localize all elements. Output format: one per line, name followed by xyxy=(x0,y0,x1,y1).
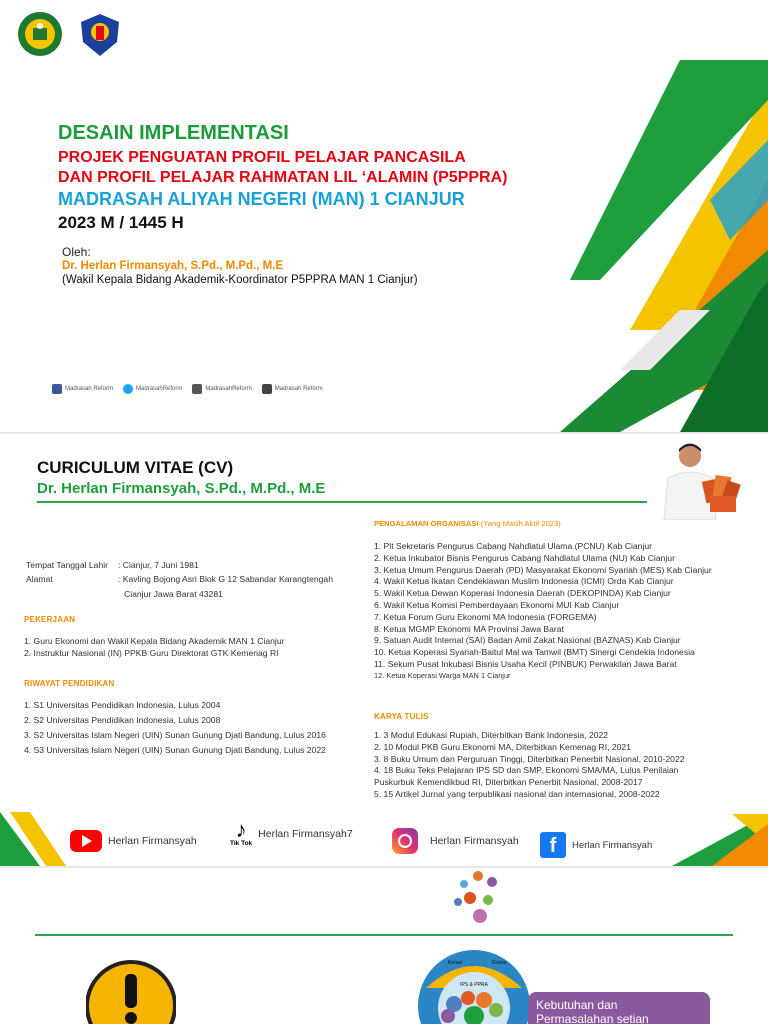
profile-photo xyxy=(650,438,750,520)
organisasi-note: (Yang Masih Aktif 2023) xyxy=(480,519,561,528)
title-line-2: DAN PROFIL PELAJAR RAHMATAN LIL ‘ALAMIN (P5PPRA) xyxy=(58,169,508,186)
social-instagram[interactable] xyxy=(192,384,251,394)
karya-heading: KARYA TULIS xyxy=(374,712,429,721)
decorative-right xyxy=(672,814,768,866)
instagram-icon xyxy=(392,828,418,854)
title-line-1: PROJEK PENGUATAN PROFIL PELAJAR PANCASILA xyxy=(58,149,466,166)
needs-text-2: Permasalahan setian xyxy=(536,1012,649,1024)
man-logo xyxy=(77,12,121,56)
social-twitter[interactable] xyxy=(123,384,182,394)
list-item: 9. Satuan Audit Internal (SAI) Badan Amil Zakat Nasional (BAZNAS) Kab Cianjur xyxy=(374,635,681,646)
social-youtube[interactable] xyxy=(262,384,323,394)
alamat-value-2: Cianjur Jawa Barat 43281 xyxy=(124,589,223,599)
social-label: Madrasah Reform xyxy=(274,386,323,392)
list-item: 4. Wakil Ketua Ikatan Cendekiawan Muslim Indonesia (ICMI) Orda Kab Cianjur xyxy=(374,576,674,587)
author-role: (Wakil Kepala Bidang Akademik-Koordinator P5PPRA MAN 1 Cianjur) xyxy=(62,274,418,286)
list-item: 11. Sekum Pusat Inkubasi Bisnis Usaha Kecil (PINBUK) Perwakilan Jawa Barat xyxy=(374,658,677,669)
slide-needs xyxy=(0,868,768,1024)
list-item: 3. 8 Buku Umum dan Perguruan Tinggi, Diterbitkan Penerbit Nasional, 2010-2022 xyxy=(374,753,685,764)
twitter-icon xyxy=(123,384,133,394)
tiktok-icon: ♪ Tik Tok xyxy=(230,817,253,847)
list-item: 3. Ketua Umum Pengurus Daerah (PD) Masyarakat Ekonomi Syariah (MES) Kab Cianjur xyxy=(374,564,712,575)
youtube-icon xyxy=(70,830,102,852)
social-label: MadrasahReform xyxy=(205,386,252,392)
organisasi-list xyxy=(374,541,712,683)
organisasi-header xyxy=(374,519,561,528)
list-item: 1. Guru Ekonomi dan Wakil Kepala Bidang Akademik MAN 1 Cianjur xyxy=(24,636,285,646)
social-youtube[interactable] xyxy=(70,830,197,852)
social-links xyxy=(52,384,323,394)
list-item: 10. Ketua Koperasi Syariah-Baitul Mal wa Tamwil (BMT) Sinergi Cendekia Indonesia xyxy=(374,647,695,658)
social-label: MadrasahReform xyxy=(136,386,183,392)
list-item: 2. 10 Modul PKB Guru Ekonomi MA, Diterbitkan Kemenag RI, 2021 xyxy=(374,741,631,752)
instagram-label: Herlan Firmansyah xyxy=(430,835,519,847)
list-item: 4. S3 Universitas Islam Negeri (UIN) Sunan Gunung Djati Bandung, Lulus 2022 xyxy=(24,745,326,755)
alamat-value: : Kavling Bojong Asri Blok G 12 Sabandar Karangtengah xyxy=(118,574,333,584)
school-name: MADRASAH ALIYAH NEGERI (MAN) 1 CIANJUR xyxy=(58,189,465,209)
list-item: 8. Ketua MGMP Ekonomi MA Provinsi Jawa Barat xyxy=(374,623,564,634)
organisasi-heading: PENGALAMAN ORGANISASI xyxy=(374,519,479,528)
by-label: Oleh: xyxy=(62,245,91,259)
list-item: 1. 3 Modul Edukasi Rupiah, Diterbitkan Bank Indonesia, 2022 xyxy=(374,730,609,740)
facebook-icon: f xyxy=(540,832,566,858)
list-item: 6. Wakil Ketua Komisi Pemberdayaan Ekonomi MUI Kab Cianjur xyxy=(374,599,620,610)
pendidikan-list xyxy=(24,700,326,760)
instagram-icon xyxy=(192,384,202,394)
year: 2023 M / 1445 H xyxy=(58,213,184,232)
decorative-geometry xyxy=(560,60,768,432)
list-item: 2. Instruktur Nasional (IN) PPKB Guru Direktorat GTK Kemenag RI xyxy=(24,647,279,658)
author-name: Dr. Herlan Firmansyah, S.Pd., M.Pd., M.E xyxy=(62,260,284,272)
tiktok-label: Herlan Firmansyah7 xyxy=(258,827,353,840)
list-item: 12. Ketua Koperasi Warga MAN 1 Cianjur xyxy=(374,670,511,680)
list-item: 2. Ketua Inkubator Bisnis Pengurus Cabang Nahdlatul Ulama (NU) Kab Cianjur xyxy=(374,552,675,563)
social-facebook[interactable] xyxy=(540,832,652,858)
cv-title: CURICULUM VITAE (CV) xyxy=(37,458,234,477)
slide-cover xyxy=(0,0,768,432)
tiktok-caption: Tik Tok xyxy=(230,840,253,847)
pekerjaan-list xyxy=(24,636,285,660)
list-item: 3. S2 Universitas Islam Negeri (UIN) Sunan Gunung Djati Bandung, Lulus 2016 xyxy=(24,730,326,740)
pendidikan-heading: RIWAYAT PENDIDIKAN xyxy=(24,679,115,688)
dots-graphic xyxy=(440,868,520,932)
divider xyxy=(37,501,647,503)
list-item: 4. 18 Buku Teks Pelajaran IPS SD dan SMP, Ekonomi SMA/MA, Lulus Penilaian xyxy=(374,765,679,776)
p5ppra-diagram xyxy=(418,948,530,1024)
social-label: Madrasah Reform xyxy=(65,386,114,392)
social-instagram[interactable] xyxy=(392,828,519,854)
karya-list xyxy=(374,730,685,801)
diagram-label: IPS & PPRA xyxy=(460,982,488,988)
divider xyxy=(35,934,733,936)
list-item: 5. 15 Artikel Jurnal yang terpublikasi nasional dan internasional, 2008-2022 xyxy=(374,788,660,799)
warning-icon xyxy=(86,956,176,1024)
kemenag-logo-icon xyxy=(18,12,62,56)
social-facebook[interactable] xyxy=(52,384,113,394)
kemenag-logo xyxy=(18,12,62,56)
needs-box xyxy=(528,992,710,1024)
man-logo-icon xyxy=(77,12,123,58)
facebook-label: Herlan Firmansyah xyxy=(572,839,653,851)
pekerjaan-heading: PEKERJAAN xyxy=(24,615,76,624)
list-item: 2. S2 Universitas Pendidikan Indonesia, Lulus 2008 xyxy=(24,715,221,725)
social-tiktok[interactable] xyxy=(230,817,353,847)
ttl-value: : Cianjur, 7 Juni 1981 xyxy=(118,560,199,570)
list-item: Puskurbuk Kemendikbud RI, Diterbitkan Penerbit Nasional, 2008-2017 xyxy=(374,777,643,788)
list-item: 5. Wakil Ketua Dewan Koperasi Indonesia Daerah (DEKOPINDA) Kab Cianjur xyxy=(374,588,671,599)
needs-text-1: Kebutuhan dan xyxy=(536,998,618,1012)
slide-cv xyxy=(0,434,768,866)
alamat-label: Alamat xyxy=(26,574,53,584)
cv-name: Dr. Herlan Firmansyah, S.Pd., M.Pd., M.E xyxy=(37,480,326,497)
title-main: DESAIN IMPLEMENTASI xyxy=(58,122,289,144)
list-item: 1. S1 Universitas Pendidikan Indonesia, Lulus 2004 xyxy=(24,700,221,710)
youtube-icon xyxy=(262,384,272,394)
facebook-icon xyxy=(52,384,62,394)
diagram-label: Ekstra xyxy=(492,960,507,966)
decorative-left xyxy=(0,812,66,866)
ttl-label: Tempat Tanggal Lahir xyxy=(26,560,109,570)
youtube-label: Herlan Firmansyah xyxy=(108,835,197,847)
diagram-label: Kenari xyxy=(448,960,463,966)
list-item: 7. Ketua Forum Guru Ekonomi MA Indonesia (FORGEMA) xyxy=(374,611,597,622)
list-item: 1. Plt Sekretaris Pengurus Cabang Nahdlatul Ulama (PCNU) Kab Cianjur xyxy=(374,541,652,551)
